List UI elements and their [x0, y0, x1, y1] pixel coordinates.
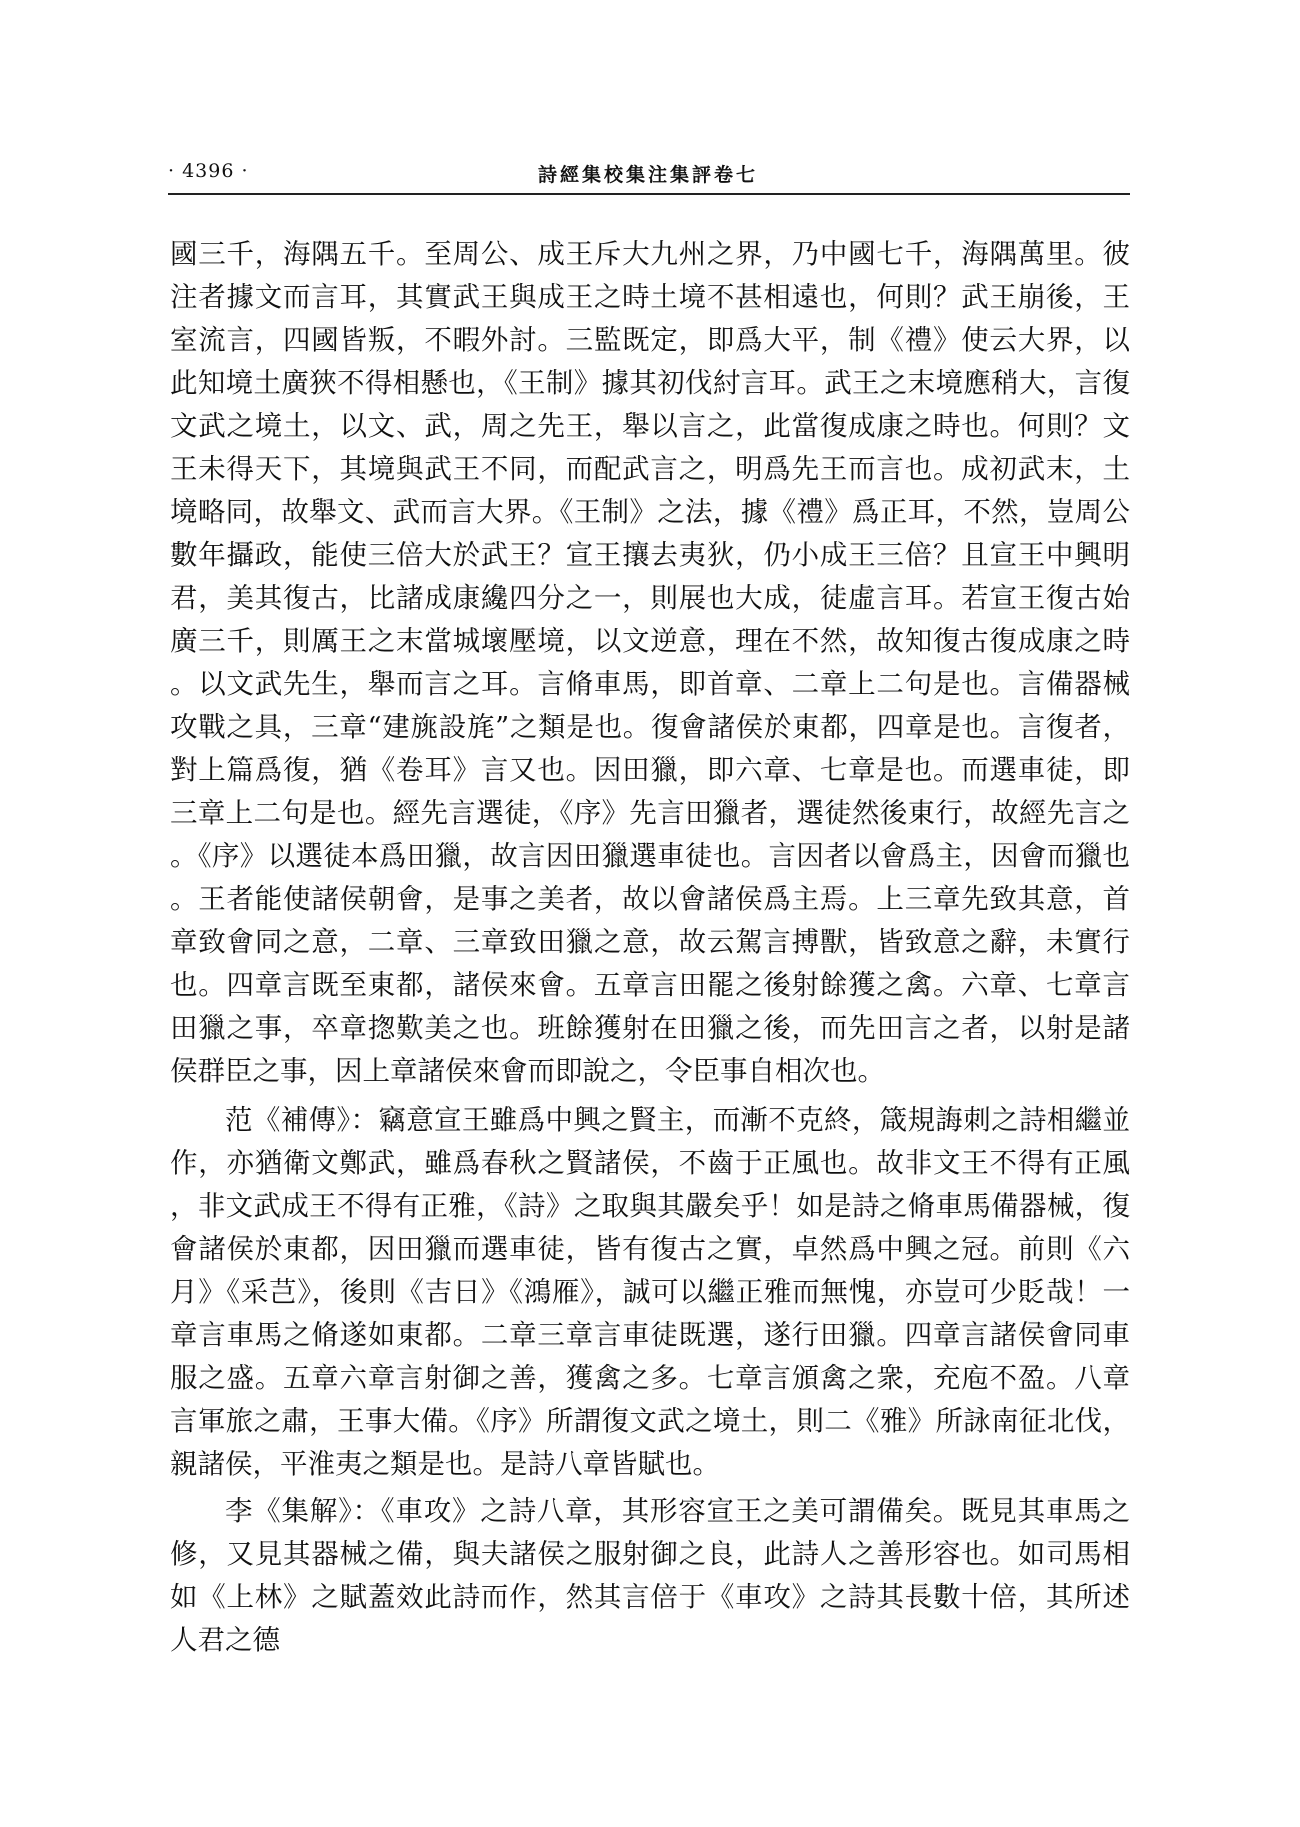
running-title: 詩經集校集注集評卷七 [537, 164, 758, 186]
paragraph-li-ji-jie: 李《集解》：《車攻》之詩八章，其形容宣王之美可謂備矣。既見其車馬之修，又見其器械之備，與夫諸侯之服射御之良，此詩人之善形容也。如司馬相如《上林》之賦蓋效此詩而作，然其言倍于《車攻》之詩其長數十倍，其所述人君之德 [170, 1495, 1130, 1656]
paragraph-fan-bu-zhuan: 范《補傳》：竊意宣王雖爲中興之賢主，而漸不克終，箴規誨刺之詩相繼並作，亦猶衛文鄭武，雖爲春秋之賢諸侯，不齒于正風也。故非文王不得有正風，非文武成王不得有正雅，《詩》之取與其嚴矣乎！如是詩之脩車馬備器械，復會諸侯於東都，因田獵而選車徒，皆有復古之實，卓然爲中興之冠。前則《六月》《采芑》，後則《吉日》《鴻雁》，誠可以繼正雅而無愧，亦豈可少貶哉！一章言車馬之脩遂如東都。二章三章言車徒既選，遂行田獵。四章言諸侯會同車服之盛。五章六章言射御之善，獲禽之多。七章言頒禽之衆，充庖不盈。八章言軍旅之肅，王事大備。《序》所謂復文武之境土，則二《雅》所詠南征北伐，親諸侯，平淮夷之類是也。是詩八章皆賦也。 [170, 1104, 1130, 1480]
header-rule [168, 193, 1130, 195]
paragraph-continuation: 國三千，海隅五千。至周公、成王斥大九州之界，乃中國七千，海隅萬里。彼注者據文而言耳，其實武王與成王之時土境不甚相遠也，何則？武王崩後，王室流言，四國皆叛，不暇外討。三監既定，即爲大平，制《禮》使云大界，以此知境土廣狹不得相懸也，《王制》據其初伐紂言耳。武王之末境應稍大，言復文武之境土，以文、武，周之先王，舉以言之，此當復成康之時也。何則？文王未得天下，其境與武王不同，而配武言之，明爲先王而言也。成初武末，土境略同，故舉文、武而言大界。《王制》之法，據《禮》爲正耳，不然，豈周公數年攝政，能使三倍大於武王？宣王攘去夷狄，仍小成王三倍？且宣王中興明君，美其復古，比諸成康纔四分之一，則展也大成，徒虛言耳。若宣王復古始廣三千，則厲王之末當城壞壓境，以文逆意，理在不然，故知復古復成康之時。以文武先生，舉而言之耳。言脩車馬，即首章、二章上二句是也。言備器械攻戰之具，三章“建旐設旄”之類是也。復會諸侯於東都，四章是也。言復者，對上篇爲復，猶《卷耳》言又也。因田獵，即六章、七章是也。而選車徒，即三章上二句是也。經先言選徒，《序》先言田獵者，選徒然後東行，故經先言之。《序》以選徒本爲田獵，故言因田獵選車徒也。言因者以會爲主，因會而獵也。王者能使諸侯朝會，是事之美者，故以會諸侯爲主焉。上三章先致其意，首章致會同之意，二章、三章致田獵之意，故云駕言搏獸，皆致意之辭，未實行也。四章言既至東都，諸侯來會。五章言田罷之後射餘獲之禽。六章、七章言田獵之事，卒章揔歎美之也。班餘獲射在田獵之後，而先田言之者，以射是諸侯群臣之事，因上章諸侯來會而即說之，令臣事自相次也。 [170, 238, 1130, 1087]
page-number: · 4396 · [168, 160, 249, 182]
body-text [170, 233, 1130, 1666]
page-header [168, 160, 1128, 190]
